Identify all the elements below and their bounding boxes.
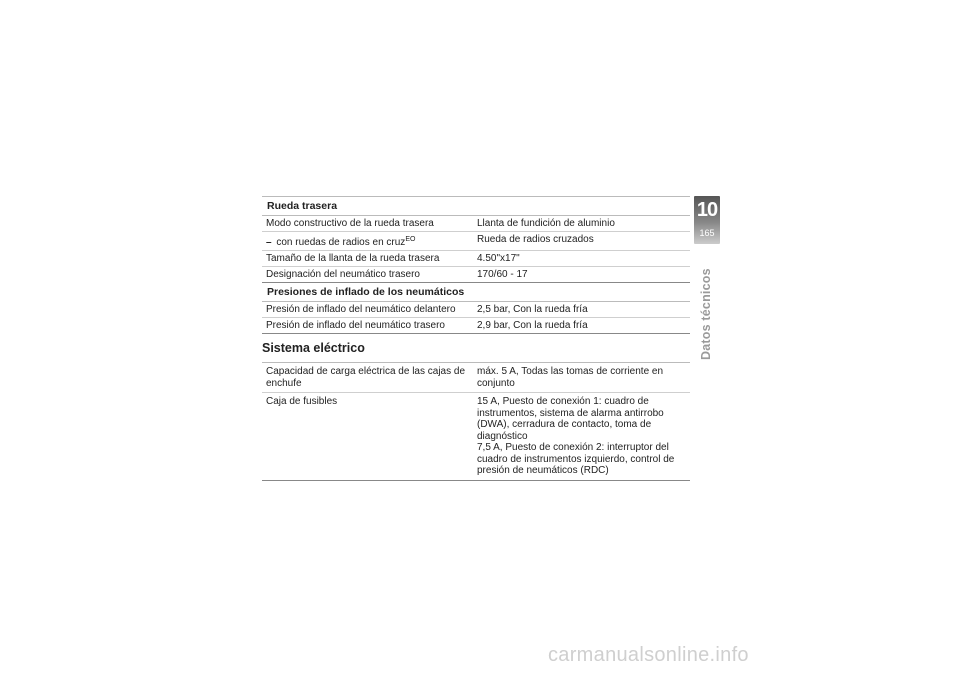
row-label-text: con ruedas de radios en cruz — [276, 237, 406, 248]
row-value: 4.50"x17" — [477, 253, 520, 264]
section-heading-presiones: Presiones de inflado de los neumáticos — [262, 283, 690, 302]
chapter-number: 10 — [696, 199, 718, 221]
watermark: carmanualsonline.info — [548, 644, 749, 666]
section-title-sistema-electrico: Sistema eléctrico — [262, 341, 365, 355]
row-value — [472, 393, 690, 480]
fuse-line: 15 A, Puesto de conexión 1: cuadro de instrumentos, sistema de alarma antirrobo (DWA), cerradura de contacto, toma de diagnóstico — [477, 396, 664, 442]
row-label: Caja de fusibles — [266, 396, 338, 407]
row-label: Presión de inflado del neumático trasero — [266, 320, 445, 331]
row-value: máx. 5 A, Todas las tomas de corriente en conjunto — [477, 366, 664, 389]
row-value: Llanta de fundición de aluminio — [477, 218, 615, 229]
row-label: Modo constructivo de la rueda trasera — [266, 218, 434, 229]
option-superscript: EO — [405, 236, 416, 243]
row-label — [262, 232, 472, 250]
chapter-tab — [694, 196, 720, 244]
table-row — [262, 363, 690, 393]
table-row — [262, 267, 690, 283]
row-label: Capacidad de carga eléctrica de las cajas de enchufe — [266, 366, 466, 389]
page-number: 165 — [699, 228, 715, 238]
row-label: Presión de inflado del neumático delantero — [266, 304, 456, 315]
section-heading-rueda-trasera: Rueda trasera — [262, 196, 690, 216]
table-row — [262, 251, 690, 267]
row-value: 2,5 bar, Con la rueda fría — [477, 304, 588, 315]
technical-data-content — [262, 196, 690, 481]
table-row — [262, 318, 690, 334]
row-value: Rueda de radios cruzados — [477, 234, 594, 245]
electrical-table — [262, 362, 690, 481]
table-row — [262, 393, 690, 481]
row-value: 170/60 - 17 — [477, 269, 528, 280]
row-label: Designación del neumático trasero — [266, 269, 420, 280]
table-row — [262, 232, 690, 251]
table-row — [262, 302, 690, 318]
chapter-side-title — [696, 250, 720, 360]
fuse-line: 7,5 A, Puesto de conexión 2: interruptor del cuadro de instrumentos izquierdo, control de presión de neumáticos (RDC) — [477, 442, 675, 476]
table-row — [262, 216, 690, 232]
chapter-side-title-text: Datos técnicos — [699, 268, 713, 360]
row-label: Tamaño de la llanta de la rueda trasera — [266, 253, 440, 264]
row-value: 2,9 bar, Con la rueda fría — [477, 320, 588, 331]
dash-marker: – — [266, 237, 272, 248]
